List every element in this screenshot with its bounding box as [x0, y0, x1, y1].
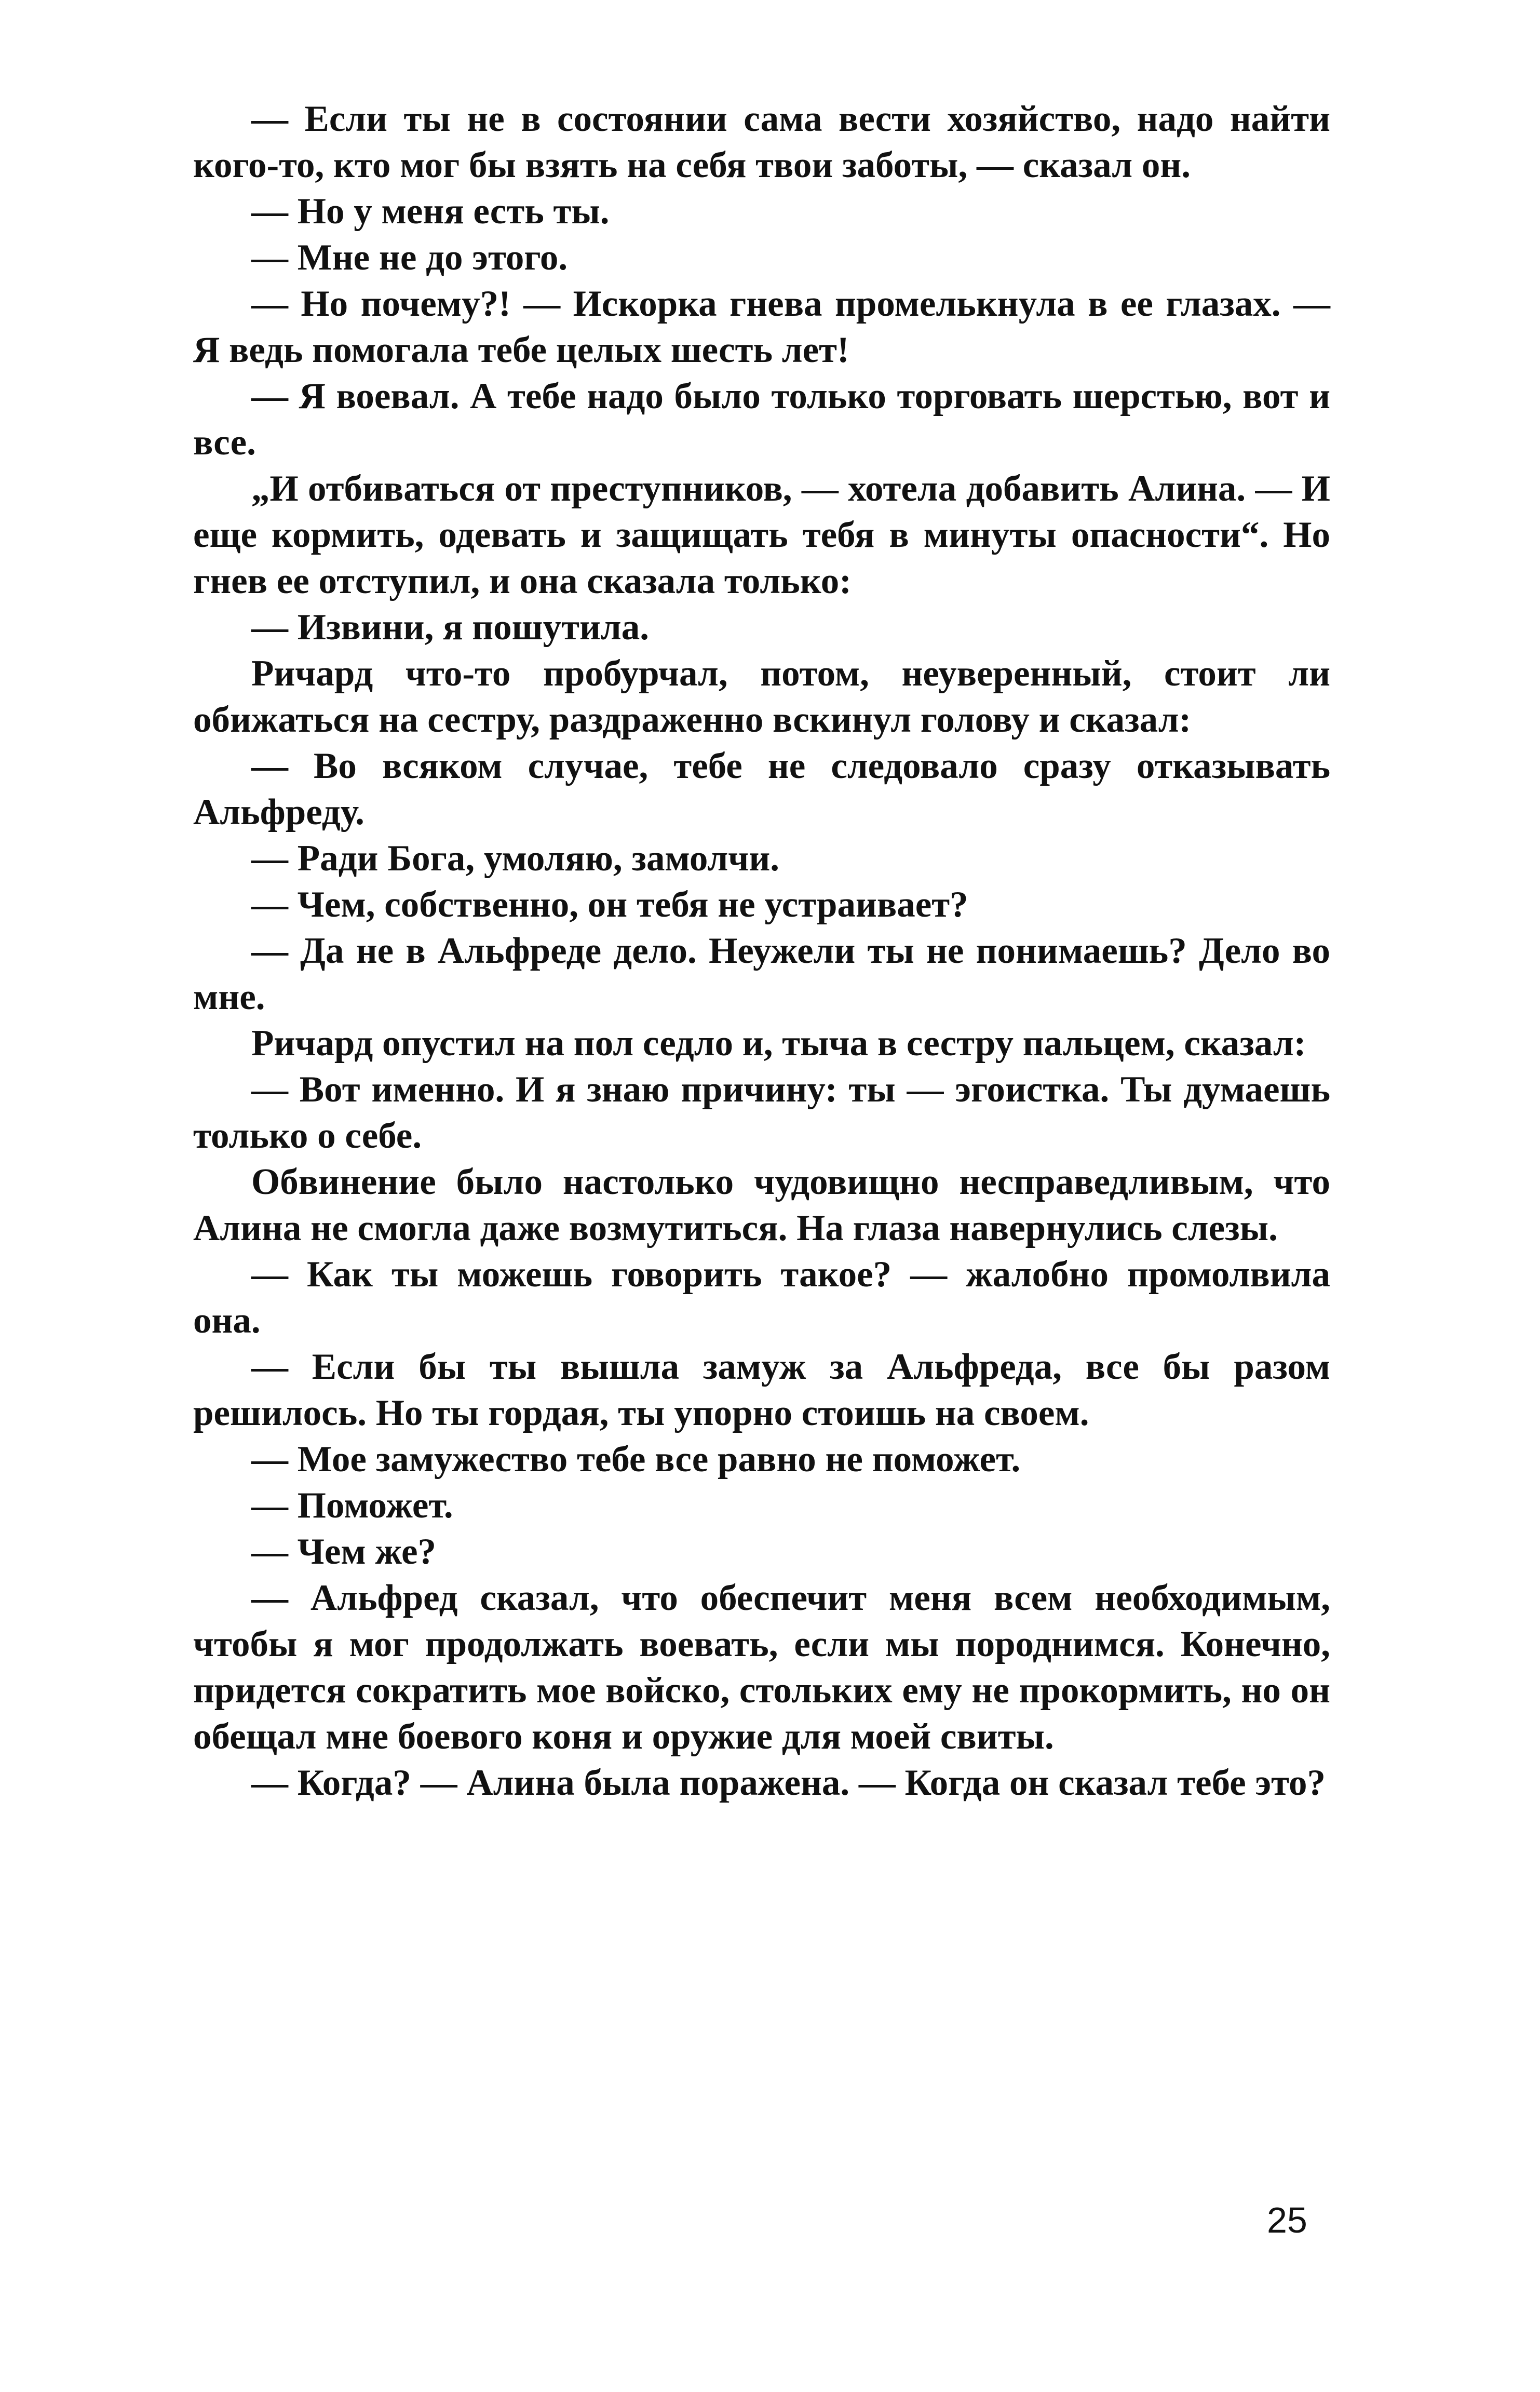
paragraph: Ричард опустил на пол седло и, тыча в сестру пальцем, сказал: [251, 1023, 1306, 1064]
paragraph: — Ради Бога, умоляю, замолчи. [251, 838, 779, 879]
paragraph: — Как ты можешь говорить такое? — жалобно промолвила она. [193, 1254, 1330, 1341]
paragraph: — Чем же? [251, 1531, 437, 1572]
paragraph: — Если бы ты вышла замуж за Альфреда, все бы разом решилось. Но ты гордая, ты упорно стоишь на своем. [193, 1347, 1330, 1433]
paragraph: — Альфред сказал, что обеспечит меня всем необходимым, чтобы я мог продолжать воевать, если мы породнимся. Конечно, придется сократить мое войско, стольких ему не прокормить, но он обещал мне боевого коня и оружие для моей свиты. [193, 1578, 1330, 1757]
paragraph: — Да не в Альфреде дело. Неужели ты не понимаешь? Дело во мне. [193, 931, 1330, 1017]
paragraph: — Когда? — Алина была поражена. — Когда он сказал тебе это? [251, 1763, 1326, 1803]
page-body-text [193, 96, 1330, 1806]
paragraph: — Поможет. [251, 1485, 453, 1526]
paragraph: — Если ты не в состоянии сама вести хозяйство, надо найти кого-то, кто мог бы взять на себя твои заботы, — сказал он. [193, 99, 1330, 185]
paragraph: „И отбиваться от преступников, — хотела добавить Алина. — И еще кормить, одевать и защищать тебя в минуты опасности“. Но гнев ее отступил, и она сказала только: [193, 468, 1330, 601]
paragraph: — Чем, собственно, он тебя не устраивает? [251, 884, 968, 925]
paragraph: — Мое замужество тебе все равно не поможет. [251, 1439, 1021, 1480]
paragraph: — Извини, я пошутила. [251, 607, 649, 648]
paragraph: — Вот именно. И я знаю причину: ты — эгоистка. Ты думаешь только о себе. [193, 1069, 1330, 1156]
paragraph: — Но почему?! — Искорка гнева промелькнула в ее глазах. — Я ведь помогала тебе целых шесть лет! [193, 284, 1330, 370]
paragraph: — Я воевал. А тебе надо было только торговать шерстью, вот и все. [193, 376, 1330, 463]
paragraph: Ричард что-то пробурчал, потом, неуверенный, стоит ли обижаться на сестру, раздраженно вскинул голову и сказал: [193, 653, 1330, 740]
paragraph: Обвинение было настолько чудовищно несправедливым, что Алина не смогла даже возмутиться. На глаза навернулись слезы. [193, 1162, 1330, 1248]
paragraph: — Во всяком случае, тебе не следовало сразу отказывать Альфреду. [193, 746, 1330, 832]
page-number: 25 [1267, 2200, 1307, 2240]
paragraph: — Мне не до этого. [251, 237, 568, 278]
paragraph: — Но у меня есть ты. [251, 191, 610, 232]
